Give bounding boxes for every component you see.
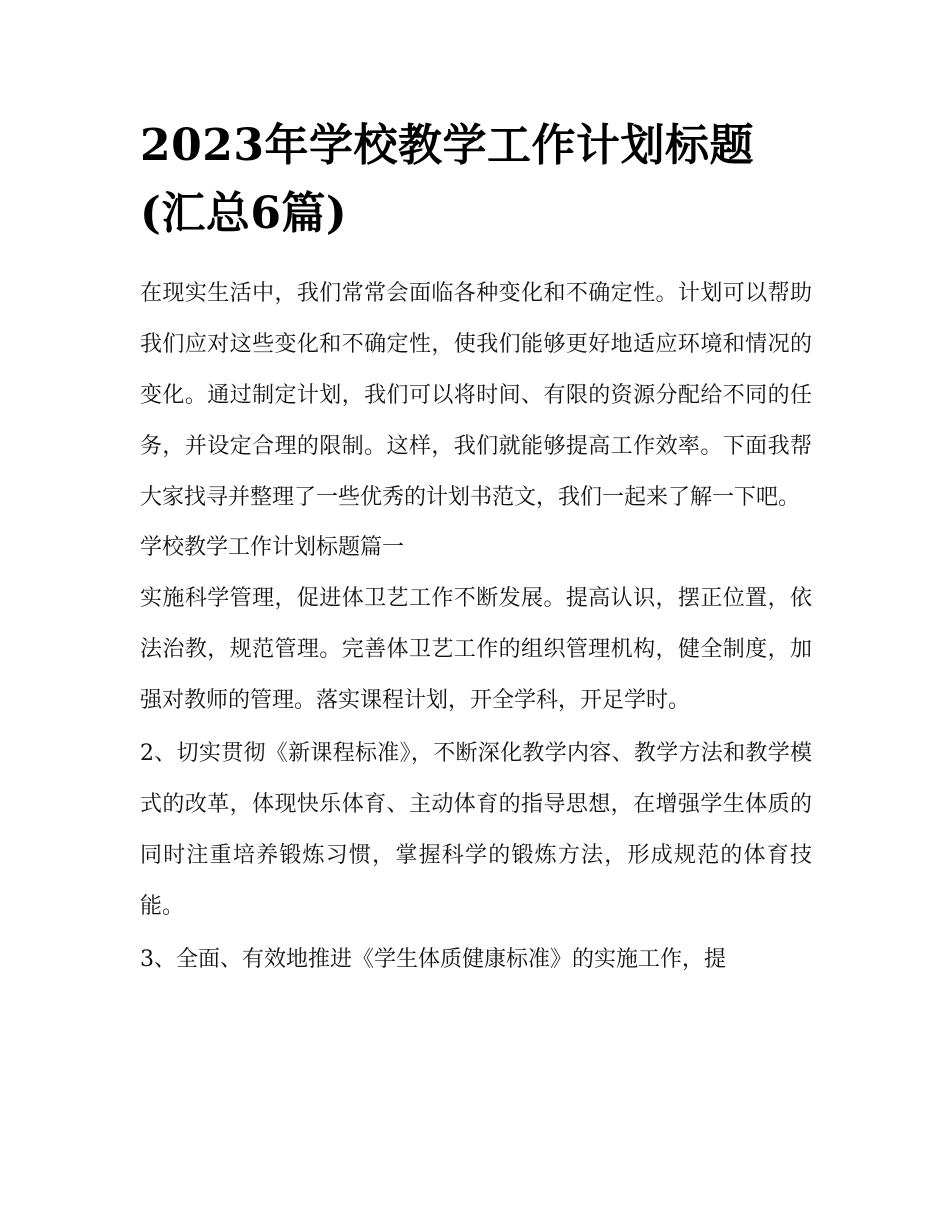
document-page bbox=[140, 112, 812, 985]
document-title: 2023年学校教学工作计划标题(汇总6篇) bbox=[140, 120, 754, 239]
body-paragraph-1: 实施科学管理，促进体卫艺工作不断发展。提高认识，摆正位置，依法治教，规范管理。完善体卫艺工作的组织管理机构，健全制度，加强对教师的管理。落实课程计划，开全学科，开足学时。 bbox=[140, 586, 812, 713]
section-heading: 学校教学工作计划标题篇一 bbox=[140, 535, 405, 560]
body-paragraph-2: 2、切实贯彻《新课程标准》，不断深化教学内容、教学方法和教学模式的改革，体现快乐体育、主动体育的指导思想，在增强学生体质的同时注重培养锻炼习惯，掌握科学的锻炼方法，形成规范的体育技能。 bbox=[140, 741, 812, 919]
intro-paragraph: 在现实生活中，我们常常会面临各种变化和不确定性。计划可以帮助我们应对这些变化和不确定性，使我们能够更好地适应环境和情况的变化。通过制定计划，我们可以将时间、有限的资源分配给不同的任务，并设定合理的限制。这样，我们就能够提高工作效率。下面我帮大家找寻并整理了一些优秀的计划书范文，我们一起来了解一下吧。 bbox=[140, 281, 812, 510]
body-paragraph-3: 3、全面、有效地推进《学生体质健康标准》的实施工作，提 bbox=[140, 947, 726, 972]
